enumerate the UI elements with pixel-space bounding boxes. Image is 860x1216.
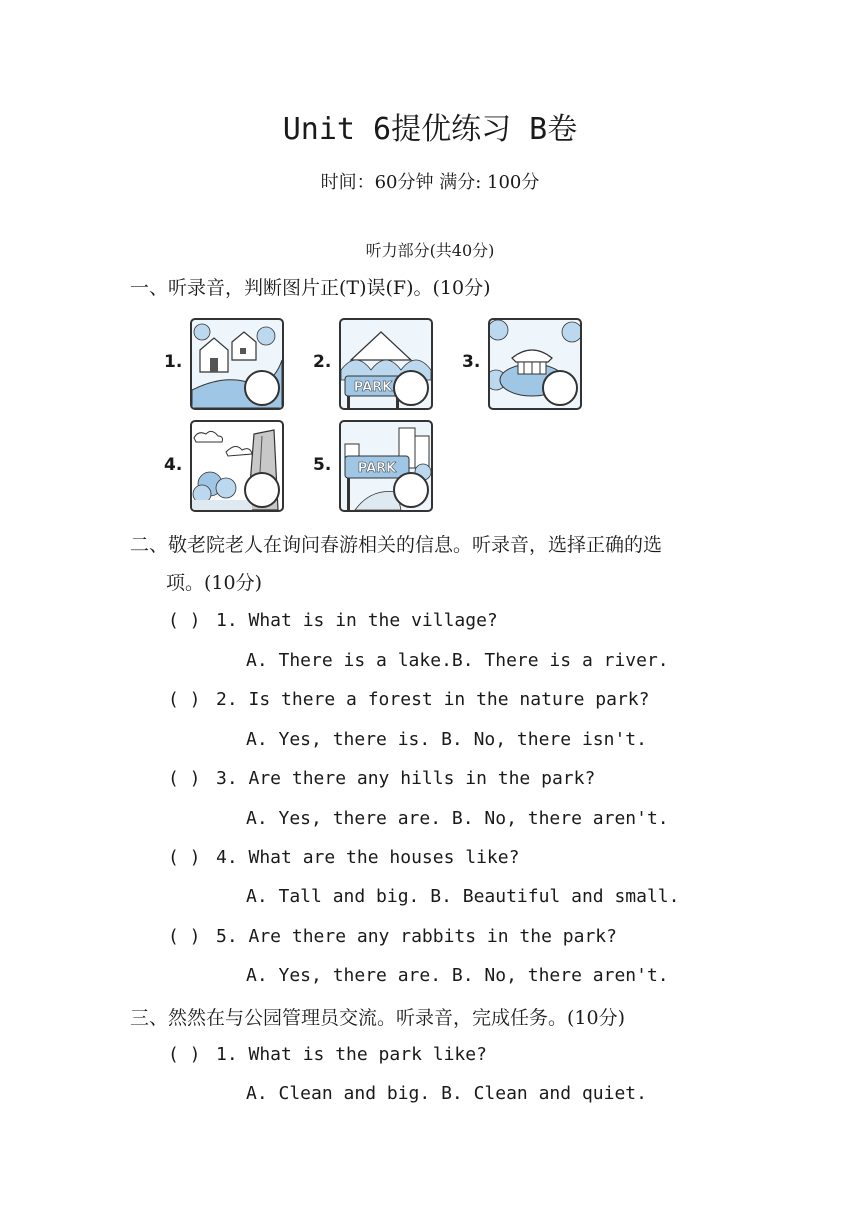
question-options: A. There is a lake.B. There is a river. — [246, 650, 669, 671]
picture-number-2: 2. — [313, 352, 332, 372]
picture-number-3: 3. — [462, 352, 481, 372]
question-text: 1. What is the park like? — [216, 1044, 487, 1065]
picture-number-1: 1. — [164, 352, 183, 372]
question-options: A. Tall and big. B. Beautiful and small. — [246, 886, 680, 907]
answer-paren[interactable]: ( ) — [168, 847, 201, 868]
section2-heading: 二、敬老院老人在询问春游相关的信息。听录音，选择正确的选 — [130, 534, 663, 556]
answer-circle[interactable] — [244, 370, 280, 406]
answer-paren[interactable]: ( ) — [168, 610, 201, 631]
section2-heading-cont: 项。(10分) — [166, 572, 263, 594]
trees-rock-picture — [190, 420, 284, 512]
park-mountain-picture — [339, 318, 433, 410]
answer-paren[interactable]: ( ) — [168, 768, 201, 789]
question-text: 3. Are there any hills in the park? — [216, 768, 596, 789]
question-options: A. Yes, there are. B. No, there aren't. — [246, 808, 669, 829]
answer-circle[interactable] — [244, 472, 280, 508]
park-sign-text: PARK — [353, 380, 393, 395]
picture-number-4: 4. — [164, 455, 183, 475]
answer-circle[interactable] — [393, 472, 429, 508]
question-text: 2. Is there a forest in the nature park? — [216, 689, 650, 710]
picture-number-5: 5. — [313, 455, 332, 475]
question-text: 1. What is in the village? — [216, 610, 498, 631]
answer-paren[interactable]: ( ) — [168, 689, 201, 710]
lake-pavilion-picture — [488, 318, 582, 410]
listening-part-label: 听力部分(共40分) — [365, 241, 495, 260]
question-text: 5. Are there any rabbits in the park? — [216, 926, 617, 947]
answer-paren[interactable]: ( ) — [168, 1044, 201, 1065]
section1-heading: 一、听录音，判断图片正(T)误(F)。(10分) — [130, 277, 491, 299]
time-score-info: 时间：60分钟 满分: 100分 — [320, 172, 540, 193]
park-city-picture — [339, 420, 433, 512]
question-options: A. Yes, there are. B. No, there aren't. — [246, 965, 669, 986]
answer-paren[interactable]: ( ) — [168, 926, 201, 947]
village-river-picture — [190, 318, 284, 410]
question-text: 4. What are the houses like? — [216, 847, 520, 868]
park-sign-text: PARK — [357, 461, 397, 476]
answer-circle[interactable] — [393, 370, 429, 406]
question-options: A. Yes, there is. B. No, there isn't. — [246, 729, 647, 750]
answer-circle[interactable] — [542, 370, 578, 406]
page-title: Unit 6提优练习 B卷 — [282, 112, 578, 147]
section3-heading: 三、然然在与公园管理员交流。听录音，完成任务。(10分) — [130, 1007, 626, 1029]
question-options: A. Clean and big. B. Clean and quiet. — [246, 1083, 647, 1104]
